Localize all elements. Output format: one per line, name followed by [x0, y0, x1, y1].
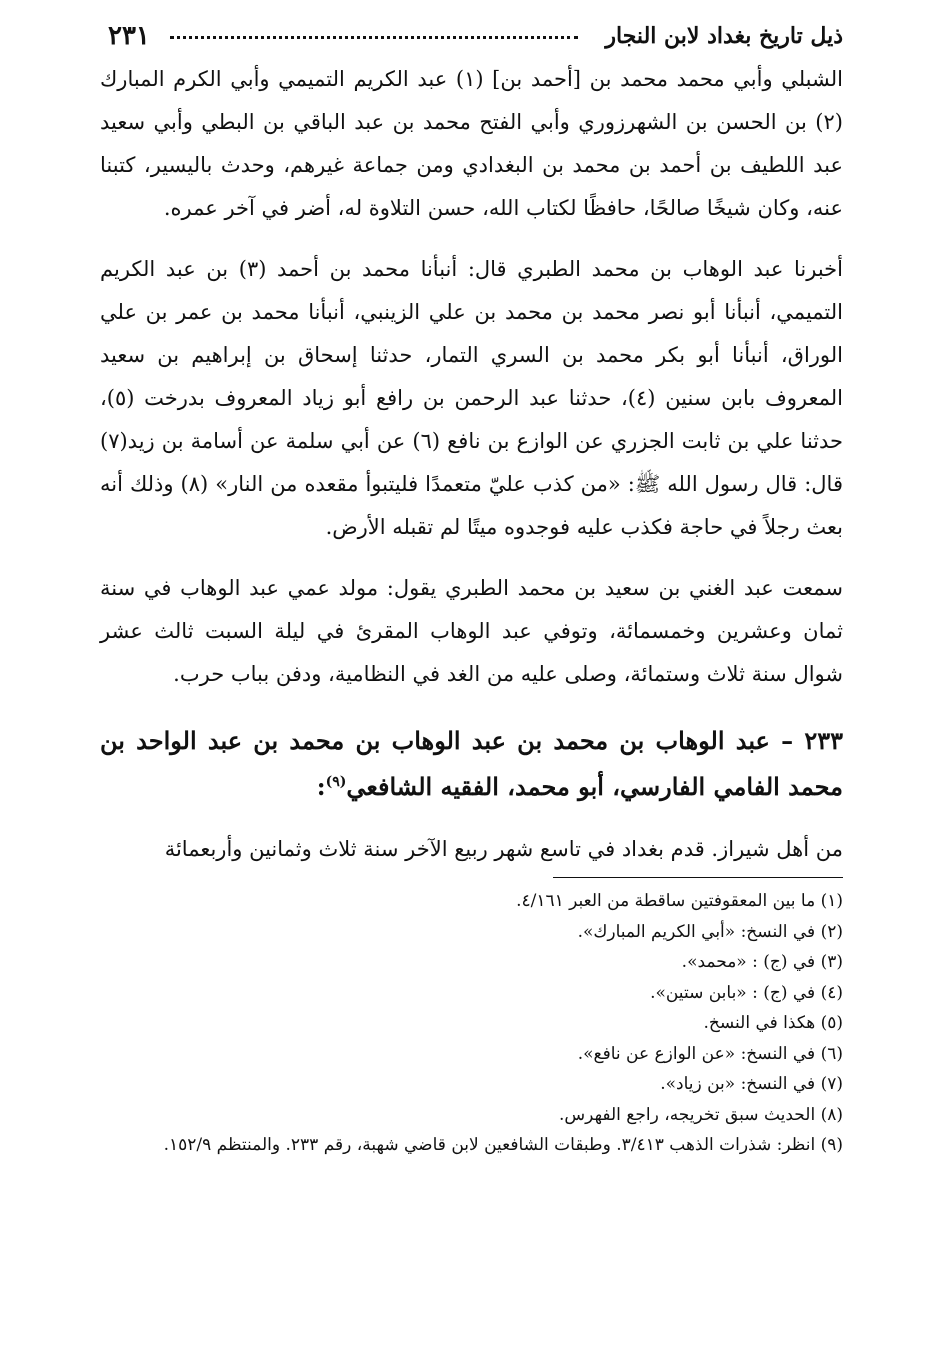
footnote-5: (٥) هكذا في النسخ. [703, 1013, 843, 1033]
page-number: ٢٣١ [108, 21, 150, 51]
main-text [100, 58, 843, 871]
paragraph-2: أخبرنا عبد الوهاب بن محمد الطبري قال: أنبأنا محمد بن أحمد (٣) بن عبد الكريم التميمي، أنبأنا أبو نصر محمد بن محمد بن علي الزينبي، أنبأنا محمد بن عمر بن علي الوراق، أنبأنا أبو بكر محمد بن السري التمار، حدثنا إسحاق بن إبراهيم بن سعيد المعروف بابن سنين (٤)، حدثنا عبد الرحمن بن رافع أبو زياد المعروف بدرخت (٥)، حدثنا علي بن ثابت الجزري عن الوازع بن نافع (٦) عن أبي سلمة عن أسامة بن زيد(٧) قال: قال رسول الله ﷺ: «من كذب عليّ متعمدًا فليتبوأ مقعده من النار» (٨) وذلك أنه بعث رجلاً في حاجة فكذب عليه فوجدوه ميتًا لم تقبله الأرض. [100, 257, 844, 539]
running-title: ذيل تاريخ بغداد لابن النجار [605, 23, 843, 49]
footnote-3: (٣) في (ج) : «محمد». [681, 952, 843, 972]
paragraph-1: الشبلي وأبي محمد محمد بن [أحمد بن] (١) عبد الكريم التميمي وأبي الكرم المبارك (٢) بن الحسن بن الشهرزوري وأبي الفتح محمد بن عبد الباقي بن البطي وأبي سعيد عبد اللطيف بن أحمد بن محمد بن البغدادي ومن جماعة غيرهم، وحدث باليسير، كتبنا عنه، وكان شيخًا صالحًا، حافظًا لكتاب الله، حسن التلاوة له، أضر في آخر عمره. [100, 67, 843, 220]
entry-heading-note-ref: (٩) [325, 774, 347, 790]
footnote-9: (٩) انظر: شذرات الذهب ٣/٤١٣. وطبقات الشافعين لابن قاضي شهبة، رقم ٢٣٣. والمنتظم ١٥٢/٩. [163, 1135, 843, 1155]
footnote-6: (٦) في النسخ: «عن الوازع عن نافع». [577, 1043, 843, 1064]
entry-heading [100, 718, 843, 810]
footnote-2: (٢) في النسخ: «أبي الكريم المبارك». [577, 921, 843, 942]
footnote-1: (١) ما بين المعقوفتين ساقطة من العبر ٤/١٦١. [516, 891, 843, 911]
footnote-4: (٤) في (ج) : «بابن ستين». [650, 982, 843, 1003]
entry-text: من أهل شيراز. قدم بغداد في تاسع شهر ربيع الآخر سنة ثلاث وثمانين وأربعمائة [164, 837, 843, 861]
page-header [100, 14, 843, 58]
entry-heading-colon: : [316, 772, 326, 801]
footnote-7: (٧) في النسخ: «بن زياد». [660, 1074, 843, 1094]
entry-heading-text: ٢٣٣ – عبد الوهاب بن محمد بن عبد الوهاب بن محمد بن عبد الواحد بن محمد الفامي الفارسي، أبو محمد، الفقيه الشافعي [100, 726, 843, 801]
footnote-8: (٨) الحديث سبق تخريجه، راجع الفهرس. [559, 1104, 843, 1125]
footnote-divider [553, 877, 843, 878]
header-dotted-leader [170, 36, 578, 39]
paragraph-3: سمعت عبد الغني بن سعيد بن محمد الطبري يقول: مولد عمي عبد الوهاب في سنة ثمان وعشرين وخمسمائة، وتوفي عبد الوهاب المقرئ في ليلة السبت ثالث عشر شوال سنة ثلاث وستمائة، وصلى عليه من الغد في النظامية، ودفن بباب حرب. [100, 576, 843, 686]
footnotes [100, 886, 843, 1161]
